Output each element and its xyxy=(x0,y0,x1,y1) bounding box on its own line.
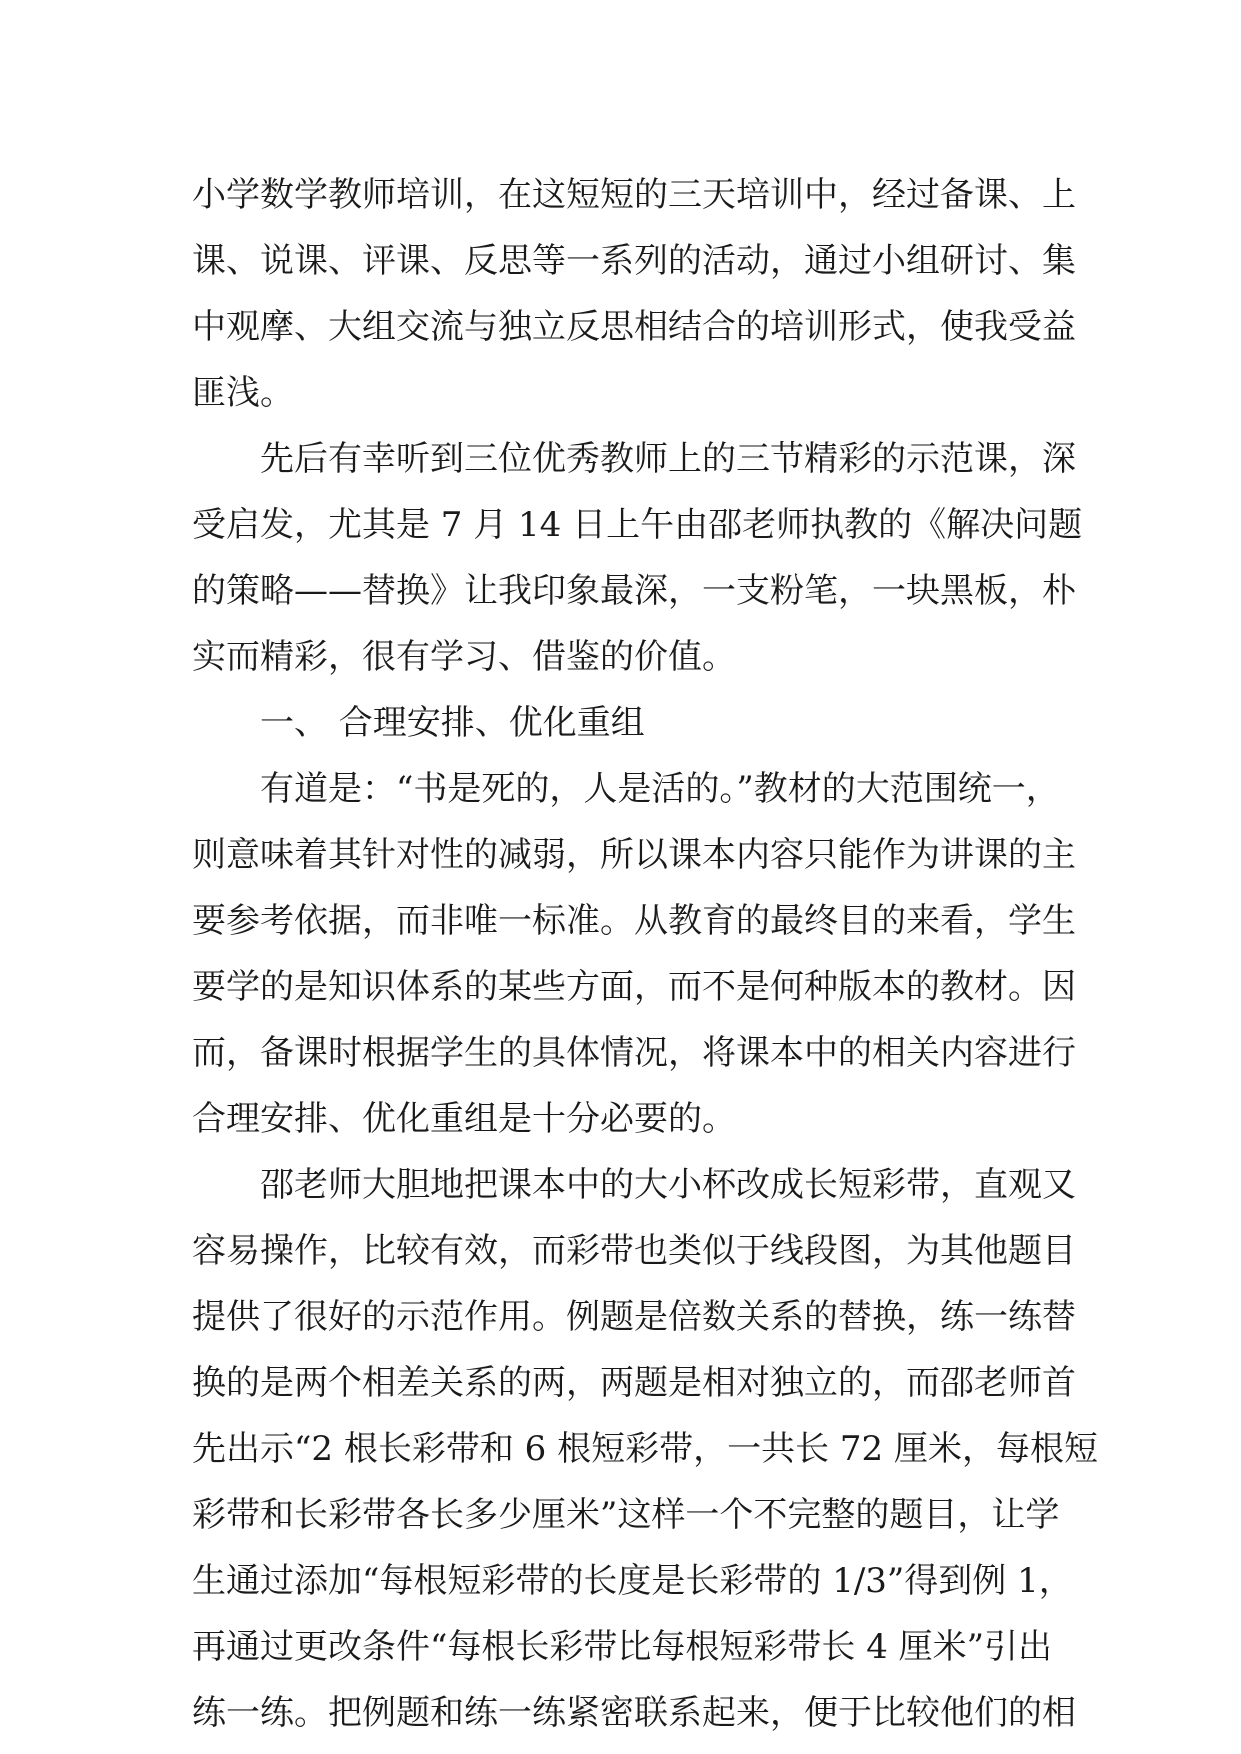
paragraph-intro-continued xyxy=(192,162,1076,426)
text-line: 而，备课时根据学生的具体情况，将课本中的相关内容进行 xyxy=(192,1033,1076,1073)
text-line: 邵老师大胆地把课本中的大小杯改成长短彩带，直观又 xyxy=(260,1165,1076,1205)
text-line: 匪浅。 xyxy=(192,373,294,413)
text-line: 要参考依据，而非唯一标准。从教育的最终目的来看，学生 xyxy=(192,901,1076,941)
text-line: 容易操作，比较有效，而彩带也类似于线段图，为其他题目 xyxy=(192,1231,1076,1271)
text-line: 彩带和长彩带各长多少厘米”这样一个不完整的题目，让学 xyxy=(192,1495,1060,1535)
text-line: 再通过更改条件“每根长彩带比每根短彩带长 4 厘米”引出 xyxy=(192,1627,1053,1667)
text-line: 小学数学教师培训，在这短短的三天培训中，经过备课、上 xyxy=(192,175,1076,215)
text-line: 有道是：“书是死的，人是活的。”教材的大范围统一， xyxy=(260,769,1060,809)
text-line: 的策略——替换》让我印象最深，一支粉笔，一块黑板，朴 xyxy=(192,571,1076,611)
text-line: 换的是两个相差关系的两，两题是相对独立的，而邵老师首 xyxy=(192,1363,1076,1403)
text-line: 中观摩、大组交流与独立反思相结合的培训形式，使我受益 xyxy=(192,307,1076,347)
text-line: 合理安排、优化重组是十分必要的。 xyxy=(192,1099,736,1139)
text-line: 先后有幸听到三位优秀教师上的三节精彩的示范课，深 xyxy=(260,439,1076,479)
document-body xyxy=(192,162,1098,1746)
section-heading-text: 一、 合理安排、优化重组 xyxy=(260,703,645,743)
text-line: 先出示“2 根长彩带和 6 根短彩带，一共长 72 厘米，每根短 xyxy=(192,1429,1098,1469)
text-line: 提供了很好的示范作用。例题是倍数关系的替换，练一练替 xyxy=(192,1297,1076,1337)
text-line: 生通过添加“每根短彩带的长度是长彩带的 1/3”得到例 1， xyxy=(192,1561,1073,1601)
text-line: 受启发，尤其是 7 月 14 日上午由邵老师执教的《解决问题 xyxy=(192,505,1083,545)
paragraph-textbook xyxy=(192,756,1076,1152)
text-line: 课、说课、评课、反思等一系列的活动，通过小组研讨、集 xyxy=(192,241,1076,281)
text-line: 则意味着其针对性的减弱，所以课本内容只能作为讲课的主 xyxy=(192,835,1076,875)
text-line: 实而精彩，很有学习、借鉴的价值。 xyxy=(192,637,736,677)
text-line: 要学的是知识体系的某些方面，而不是何种版本的教材。因 xyxy=(192,967,1076,1007)
text-line: 练一练。把例题和练一练紧密联系起来，便于比较他们的相 xyxy=(192,1693,1076,1733)
section-heading xyxy=(192,690,1072,756)
paragraph-ribbon-example xyxy=(192,1152,1098,1746)
paragraph-demo-lessons xyxy=(192,426,1083,690)
